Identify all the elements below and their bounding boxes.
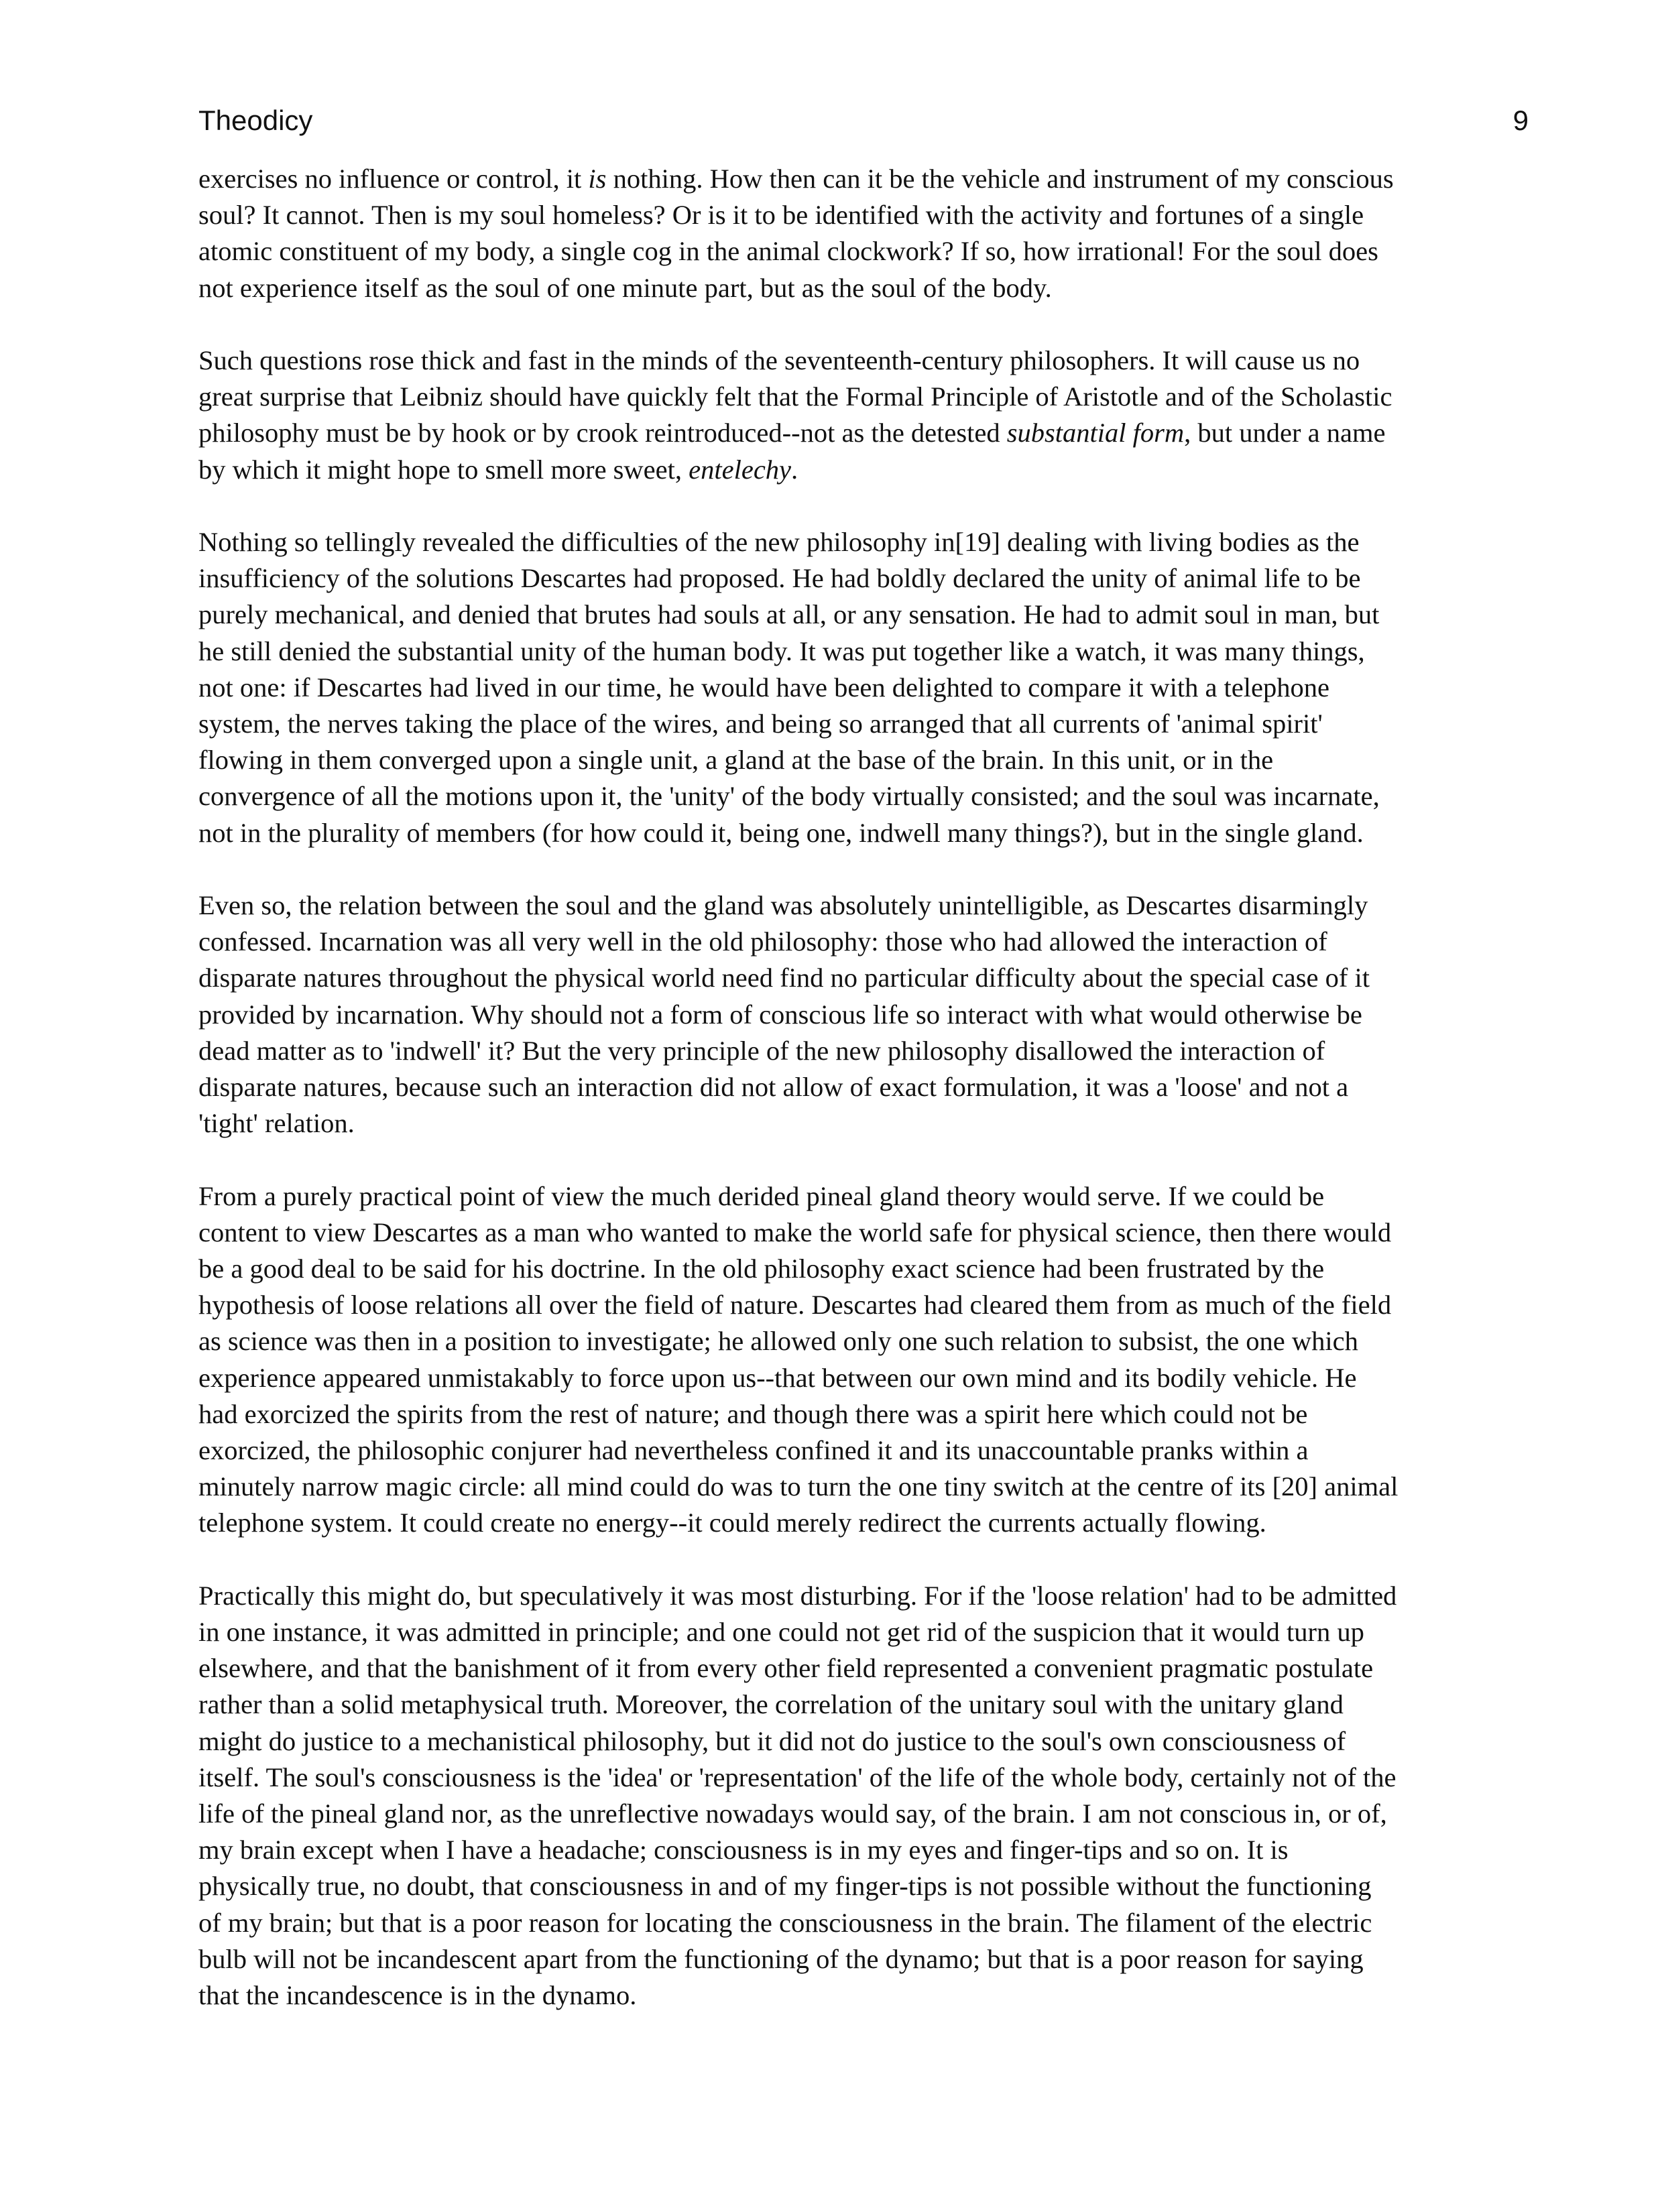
- text-run: not one: if Descartes had lived in our time, he would have been delighted to compare it with a telephone: [198, 672, 1329, 702]
- running-title: Theodicy: [198, 105, 313, 136]
- text-run: that the incandescence is in the dynamo.: [198, 1980, 637, 2011]
- text-line: [198, 1069, 1512, 1105]
- text-run: Practically this might do, but speculatively it was most disturbing. For if the 'loose relation' had to be admitted: [198, 1580, 1397, 1611]
- italic-text: entelechy: [689, 454, 792, 485]
- text-line: [198, 1977, 1512, 2014]
- text-run: elsewhere, and that the banishment of it from every other field represented a convenient pragmatic postulate: [198, 1653, 1374, 1684]
- text-run: .: [791, 454, 798, 485]
- text-line: [198, 1105, 1512, 1142]
- text-run: exorcized, the philosophic conjurer had nevertheless confined it and its unaccountable pranks within a: [198, 1435, 1309, 1466]
- text-line: [198, 1905, 1512, 1941]
- text-line: [198, 1215, 1512, 1251]
- text-line: [198, 560, 1512, 597]
- text-run: might do justice to a mechanistical philosophy, but it did not do justice to the soul's own consciousness of: [198, 1725, 1346, 1756]
- text-run: rather than a solid metaphysical truth. Moreover, the correlation of the unitary soul with the unitary gland: [198, 1689, 1344, 1720]
- text-run: bulb will not be incandescent apart from the functioning of the dynamo; but that is a poor reason for saying: [198, 1943, 1364, 1974]
- text-run: be a good deal to be said for his doctrine. In the old philosophy exact science had been frustrated by the: [198, 1253, 1325, 1284]
- text-run: Even so, the relation between the soul and the gland was absolutely unintelligible, as Descartes disarmingly: [198, 890, 1368, 921]
- text-line: [198, 1832, 1512, 1868]
- text-run: disparate natures, because such an interaction did not allow of exact formulation, it was a 'loose' and not a: [198, 1072, 1349, 1103]
- text-run: 'tight' relation.: [198, 1108, 355, 1139]
- text-line: [198, 1505, 1512, 1541]
- text-line: [198, 597, 1512, 633]
- text-run: disparate natures throughout the physical world need find no particular difficulty about the special case of it: [198, 963, 1370, 993]
- running-header: [198, 102, 1529, 139]
- body-text: [198, 161, 1512, 2014]
- text-line: [198, 1723, 1512, 1760]
- text-line: [198, 924, 1512, 960]
- text-run: dead matter as to 'indwell' it? But the very principle of the new philosophy disallowed the interaction of: [198, 1035, 1325, 1066]
- text-line: [198, 161, 1512, 197]
- text-line: [198, 997, 1512, 1033]
- text-line: [198, 1614, 1512, 1650]
- text-run: hypothesis of loose relations all over the field of nature. Descartes had cleared them from as much of the field: [198, 1290, 1392, 1320]
- text-line: [198, 1469, 1512, 1505]
- text-line: [198, 1796, 1512, 1832]
- text-run: Nothing so tellingly revealed the difficulties of the new philosophy in[19] dealing with living bodies as the: [198, 527, 1360, 557]
- text-run: , but under a name: [1184, 418, 1386, 448]
- text-line: [198, 1323, 1512, 1359]
- text-run: nothing. How then can it be the vehicle and instrument of my conscious: [606, 164, 1394, 194]
- text-run: exercises no influence or control, it: [198, 164, 589, 194]
- text-run: in one instance, it was admitted in principle; and one could not get rid of the suspicion that it would turn up: [198, 1617, 1364, 1648]
- text-line: [198, 815, 1512, 851]
- text-line: [198, 524, 1512, 560]
- text-line: [198, 1686, 1512, 1723]
- text-run: my brain except when I have a headache; consciousness is in my eyes and finger-tips and so on. It is: [198, 1835, 1289, 1865]
- text-line: [198, 452, 1512, 488]
- text-line: [198, 633, 1512, 670]
- text-line: [198, 197, 1512, 233]
- text-run: itself. The soul's consciousness is the 'idea' or 'representation' of the life of the whole body, certainly not of the: [198, 1762, 1397, 1792]
- text-line: [198, 960, 1512, 996]
- text-line: [198, 670, 1512, 706]
- text-line: [198, 778, 1512, 814]
- text-line: [198, 415, 1512, 451]
- text-run: confessed. Incarnation was all very well in the old philosophy: those who had allowed the interaction of: [198, 926, 1327, 957]
- text-run: minutely narrow magic circle: all mind could do was to turn the one tiny switch at the centre of its [20] animal: [198, 1471, 1399, 1502]
- text-line: [198, 1868, 1512, 1904]
- text-run: great surprise that Leibniz should have quickly felt that the Formal Principle of Aristotle and of the Scholastic: [198, 381, 1392, 412]
- text-line: [198, 742, 1512, 778]
- text-line: [198, 1760, 1512, 1796]
- text-line: [198, 887, 1512, 924]
- paragraph: [198, 161, 1512, 306]
- text-run: atomic constituent of my body, a single cog in the animal clockwork? If so, how irrational! For the soul does: [198, 236, 1378, 267]
- italic-text: is: [588, 164, 607, 194]
- text-run: convergence of all the motions upon it, the 'unity' of the body virtually consisted; and the soul was incarnate,: [198, 781, 1380, 812]
- text-run: not experience itself as the soul of one minute part, but as the soul of the body.: [198, 272, 1052, 303]
- text-run: Such questions rose thick and fast in the minds of the seventeenth-century philosophers. It will cause us no: [198, 345, 1360, 375]
- text-line: [198, 1178, 1512, 1215]
- text-run: insufficiency of the solutions Descartes had proposed. He had boldly declared the unity of animal life to be: [198, 563, 1361, 594]
- text-line: [198, 1578, 1512, 1614]
- text-line: [198, 343, 1512, 379]
- text-run: he still denied the substantial unity of the human body. It was put together like a watch, it was many things,: [198, 635, 1365, 666]
- paragraph: [198, 343, 1512, 488]
- paragraph: [198, 1178, 1512, 1542]
- text-run: physically true, no doubt, that consciousness in and of my finger-tips is not possible without the functioning: [198, 1871, 1372, 1902]
- text-line: [198, 1251, 1512, 1287]
- text-line: [198, 1650, 1512, 1686]
- text-line: [198, 270, 1512, 306]
- text-line: [198, 379, 1512, 415]
- paragraph: [198, 1578, 1512, 2014]
- paragraph: [198, 887, 1512, 1142]
- paragraph: [198, 524, 1512, 851]
- text-line: [198, 1360, 1512, 1396]
- text-run: life of the pineal gland nor, as the unreflective nowadays would say, of the brain. I am not conscious in, or of,: [198, 1798, 1387, 1829]
- text-line: [198, 1941, 1512, 1977]
- text-run: From a purely practical point of view the much derided pineal gland theory would serve. If we could be: [198, 1180, 1325, 1211]
- text-run: not in the plurality of members (for how could it, being one, indwell many things?), but in the single gland.: [198, 817, 1364, 848]
- text-run: of my brain; but that is a poor reason for locating the consciousness in the brain. The filament of the electric: [198, 1907, 1372, 1938]
- text-run: philosophy must be by hook or by crook reintroduced--not as the detested: [198, 418, 1007, 448]
- text-run: telephone system. It could create no energy--it could merely redirect the currents actually flowing.: [198, 1508, 1266, 1538]
- text-line: [198, 706, 1512, 742]
- text-line: [198, 1432, 1512, 1469]
- text-run: content to view Descartes as a man who wanted to make the world safe for physical science, then there would: [198, 1217, 1392, 1247]
- text-line: [198, 1033, 1512, 1069]
- text-run: by which it might hope to smell more sweet,: [198, 454, 689, 485]
- text-run: flowing in them converged upon a single unit, a gland at the base of the brain. In this unit, or in the: [198, 745, 1274, 776]
- text-run: provided by incarnation. Why should not a form of conscious life so interact with what would otherwise be: [198, 999, 1362, 1030]
- text-run: as science was then in a position to investigate; he allowed only one such relation to subsist, the one which: [198, 1326, 1358, 1357]
- text-line: [198, 1287, 1512, 1323]
- text-run: had exorcized the spirits from the rest of nature; and though there was a spirit here which could not be: [198, 1398, 1308, 1429]
- page-number: 9: [1512, 105, 1529, 136]
- text-run: experience appeared unmistakably to force upon us--that between our own mind and its bodily vehicle. He: [198, 1362, 1357, 1393]
- text-run: purely mechanical, and denied that brutes had souls at all, or any sensation. He had to admit soul in man, but: [198, 599, 1380, 630]
- text-line: [198, 1396, 1512, 1432]
- text-run: soul? It cannot. Then is my soul homeless? Or is it to be identified with the activity and fortunes of a single: [198, 200, 1364, 231]
- text-run: system, the nerves taking the place of the wires, and being so arranged that all currents of 'animal spirit': [198, 709, 1323, 739]
- italic-text: substantial form: [1006, 418, 1185, 448]
- text-line: [198, 233, 1512, 269]
